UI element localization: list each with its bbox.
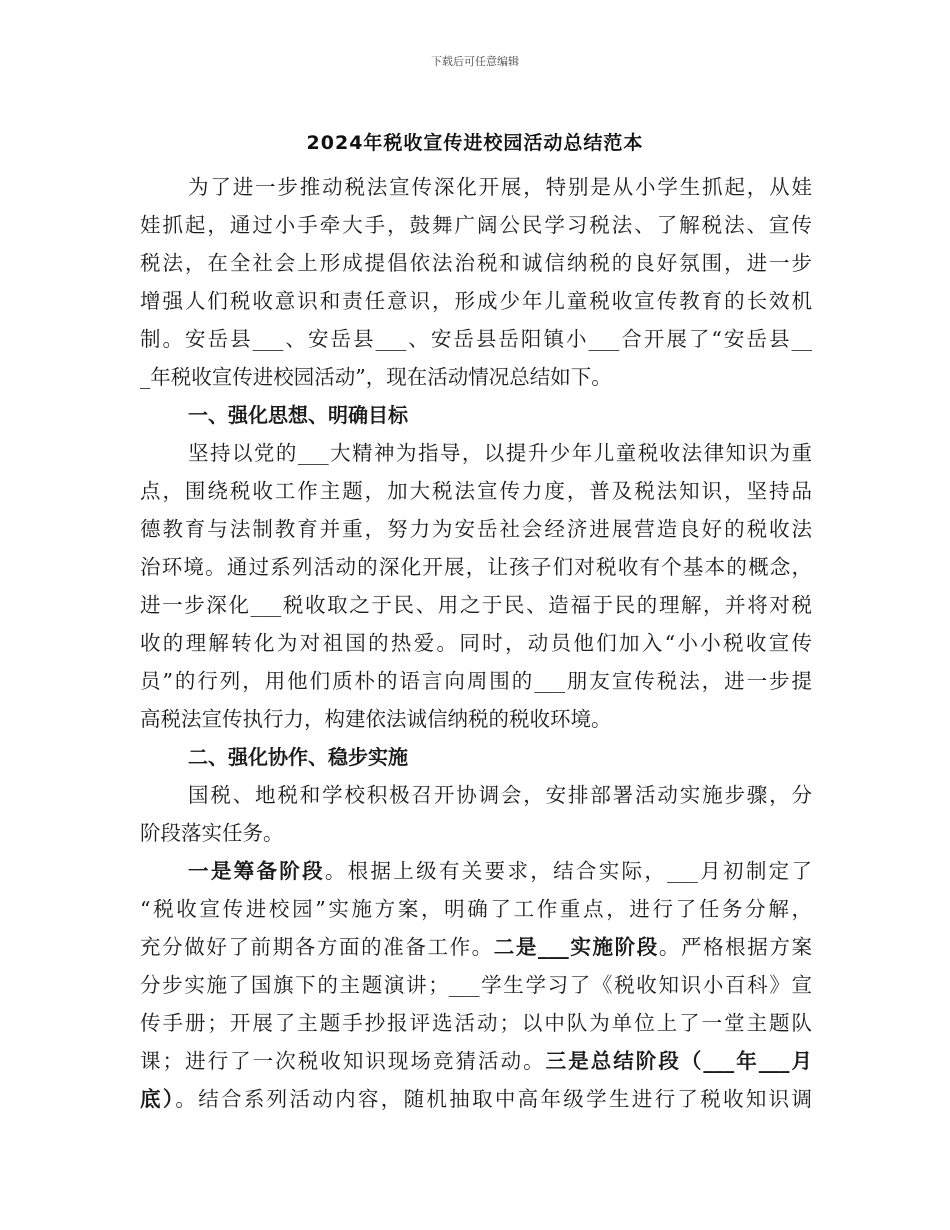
paragraph-line: 德教育与法制教育并重，努力为安岳社会经济进展营造良好的税收法 [140, 517, 812, 541]
paragraph-line: _年税收宣传进校园活动”，现在活动情况总结如下。 [140, 365, 612, 389]
paragraph-line [140, 890, 812, 928]
paragraph-line [140, 1080, 812, 1118]
bold-run: 二是___实施阶段 [493, 935, 659, 959]
paragraph-line: 收的理解转化为对祖国的热爱。同时，动员他们加入“小小税收宣传 [140, 631, 812, 655]
paragraph-line: 娃抓起，通过小手牵大手，鼓舞广阔公民学习税法、了解税法、宣传 [140, 213, 812, 237]
paragraph-line: 国税、地税和学校积极召开协调会，安排部署活动实施步骤，分 [188, 783, 812, 807]
bold-run: 一是筹备阶段 [188, 859, 325, 883]
paragraph-line: 阶段落实任务。 [140, 821, 284, 845]
paragraph-line: 点，围绕税收工作主题，加大税法宣传力度，普及税法知识，坚持品 [140, 479, 812, 503]
paragraph-line [140, 1042, 812, 1080]
paragraph-line: 进一步深化___税收取之于民、用之于民、造福于民的理解，并将对税 [140, 593, 812, 617]
bold-run: 三是总结阶段（___年___月 [545, 1049, 813, 1073]
paragraph-line [188, 852, 812, 890]
paragraph-line [140, 928, 812, 966]
section-heading: 二、强化协作、稳步实施 [188, 745, 408, 769]
text-run: 分步实施了国旗下的主题演讲；___学生学习了《税收知识小百科》宣 [140, 973, 812, 997]
paragraph-line: 坚持以党的___大精神为指导，以提升少年儿童税收法律知识为重 [188, 441, 812, 465]
text-run: 传手册；开展了主题手抄报评选活动；以中队为单位上了一堂主题队 [140, 1011, 812, 1035]
paragraph-line: 增强人们税收意识和责任意识，形成少年儿童税收宣传教育的长效机 [140, 289, 812, 313]
paragraph-line: 税法，在全社会上形成提倡依法治税和诚信纳税的良好氛围，进一步 [140, 251, 812, 275]
text-run: 。根据上级有关要求，结合实际，___月初制定了 [324, 859, 813, 883]
text-run: 课；进行了一次税收知识现场竞猜活动。 [140, 1049, 546, 1073]
header-note: 下载后可任意编辑 [431, 55, 519, 68]
text-run: 充分做好了前期各方面的准备工作。 [140, 935, 494, 959]
text-run: 。结合系列活动内容，随机抽取中高年级学生进行了税收知识调 [175, 1087, 813, 1111]
paragraph-line [140, 966, 812, 1004]
paragraph-line [140, 1004, 812, 1042]
paragraph-line: 制。安岳县___、安岳县___、安岳县岳阳镇小___合开展了“安岳县__ [140, 327, 812, 351]
bold-run: 底） [140, 1087, 176, 1111]
document-title: 2024年税收宣传进校园活动总结范本 [306, 132, 644, 154]
text-run: 。严格根据方案 [658, 935, 813, 959]
paragraph-line: 为了进一步推动税法宣传深化开展，特别是从小学生抓起，从娃 [188, 175, 812, 199]
paragraph-line: 治环境。通过系列活动的深化开展，让孩子们对税收有个基本的概念， [140, 555, 812, 579]
paragraph-line: 高税法宣传执行力，构建依法诚信纳税的税收环境。 [140, 707, 612, 731]
section-heading: 一、强化思想、明确目标 [188, 403, 408, 427]
text-run: “税收宣传进校园”实施方案，明确了工作重点，进行了任务分解， [140, 897, 812, 921]
paragraph-line: 员”的行列，用他们质朴的语言向周围的___朋友宣传税法，进一步提 [140, 669, 812, 693]
